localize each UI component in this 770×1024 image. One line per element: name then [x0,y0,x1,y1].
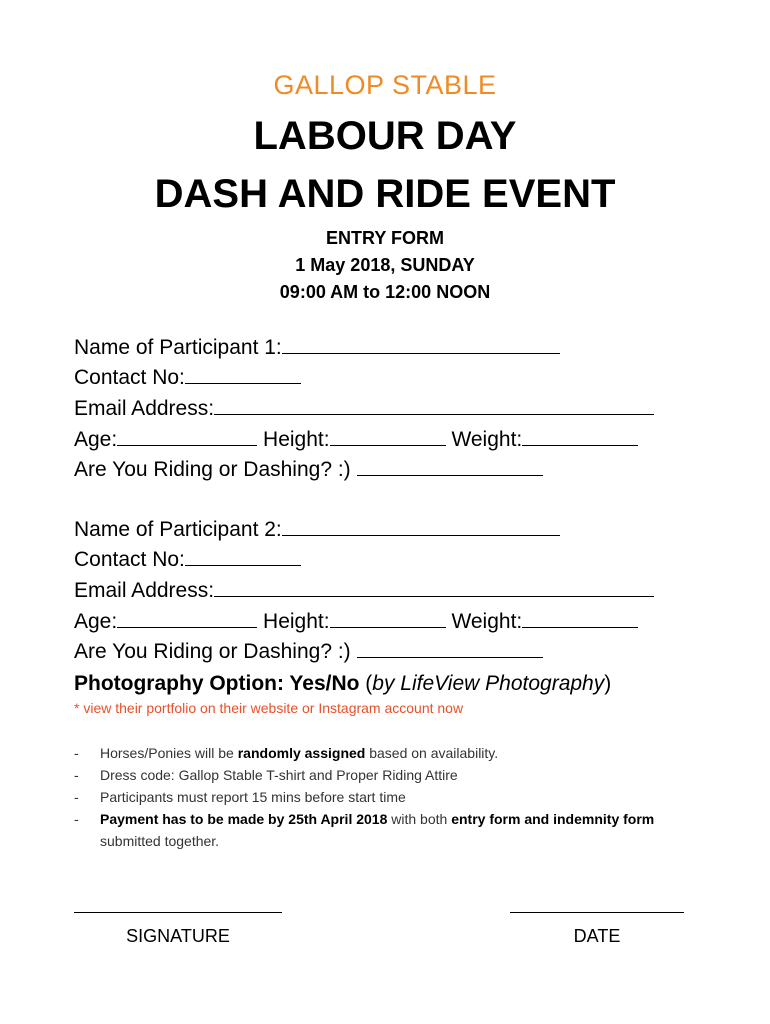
participant1-name-label: Name of Participant 1: [74,336,282,359]
note-item-payment [74,808,674,852]
participant1-email-field [74,397,654,421]
note-payment-post: submitted together. [100,833,220,849]
participant1-name-field [74,336,560,360]
participant2-metrics-field [74,610,638,634]
participant1-height-label: Height: [263,428,330,451]
note-assignment-pre: Horses/Ponies will be [100,745,238,761]
photography-option-label: Photography Option: Yes/No [74,672,360,695]
note-payment-forms: entry form and indemnity form [451,811,655,827]
participant1-name-blank[interactable] [282,337,560,354]
event-notes-list [74,742,674,852]
photography-open-paren: ( [359,672,373,695]
photography-note: * view their portfolio on their website or Instagram account now [74,700,464,716]
bullet-dash: - [74,811,79,827]
participant1-weight-label: Weight: [451,428,523,451]
participant2-weight-label: Weight: [451,610,523,633]
participant2-email-blank[interactable] [214,580,654,597]
participant2-riding-label: Are You Riding or Dashing? :) [74,640,351,663]
participant1-email-blank[interactable] [214,398,654,415]
signature-label: SIGNATURE [126,926,230,946]
photography-provider: by LifeView Photography [372,672,605,695]
participant1-age-label: Age: [74,428,118,451]
participant1-riding-label: Are You Riding or Dashing? :) [74,458,351,481]
note-item-dress-code [74,764,674,786]
participant1-riding-field [74,458,543,482]
participant2-height-label: Height: [263,610,330,633]
participant2-name-label: Name of Participant 2: [74,518,282,541]
participant1-weight-blank[interactable] [522,429,638,446]
date-line[interactable] [510,912,684,913]
event-title-line1: LABOUR DAY [253,114,517,158]
participant2-age-label: Age: [74,610,118,633]
photography-close-paren: ) [604,672,612,695]
participant1-riding-blank[interactable] [357,459,543,476]
participant1-contact-blank[interactable] [185,367,301,384]
event-title-line2: DASH AND RIDE EVENT [154,172,616,216]
participant2-height-blank[interactable] [330,611,446,628]
participant2-email-field [74,579,654,603]
participant2-contact-label: Contact No: [74,548,185,571]
participant2-contact-blank[interactable] [185,549,301,566]
participant2-riding-blank[interactable] [357,641,543,658]
date-label: DATE [573,926,621,946]
participant1-metrics-field [74,428,638,452]
participant1-height-blank[interactable] [330,429,446,446]
bullet-dash: - [74,745,79,761]
participant2-email-label: Email Address: [74,579,215,602]
note-item-assignment [74,742,674,764]
participant2-riding-field [74,640,543,664]
participant2-age-blank[interactable] [117,611,257,628]
note-dress-code: Dress code: Gallop Stable T-shirt and Proper Riding Attire [100,767,458,783]
note-payment-mid: with both [387,811,452,827]
participant1-contact-label: Contact No: [74,366,185,389]
note-assignment-post: based on availability. [365,745,499,761]
note-item-report-time [74,786,674,808]
participant1-email-label: Email Address: [74,397,215,420]
event-date: 1 May 2018, SUNDAY [295,255,475,275]
photography-option[interactable] [74,672,611,696]
note-payment-deadline: Payment has to be made by 25th April 2018 [100,811,388,827]
signature-line[interactable] [74,912,282,913]
participant2-name-blank[interactable] [282,519,560,536]
participant2-contact-field [74,548,301,572]
note-report-time: Participants must report 15 mins before start time [100,789,406,805]
note-assignment-bold: randomly assigned [237,745,366,761]
event-time: 09:00 AM to 12:00 NOON [279,282,491,302]
participant1-age-blank[interactable] [117,429,257,446]
participant1-contact-field [74,366,301,390]
bullet-dash: - [74,789,79,805]
participant2-weight-blank[interactable] [522,611,638,628]
bullet-dash: - [74,767,79,783]
participant2-name-field [74,518,560,542]
form-type: ENTRY FORM [325,228,444,248]
organizer-name: GALLOP STABLE [273,70,497,100]
